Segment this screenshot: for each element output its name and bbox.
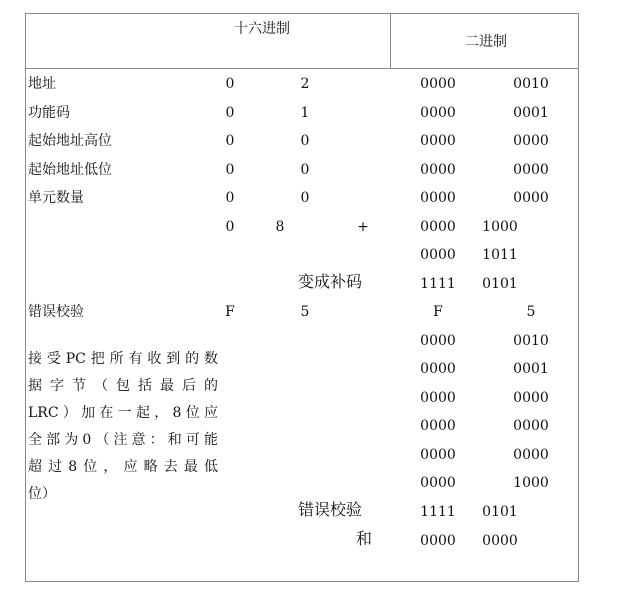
note-line: LRC）加在一起，8位应 xyxy=(28,405,218,421)
hex-high: 0 xyxy=(225,76,235,92)
bin-high: 0000 xyxy=(420,390,456,406)
bin-low: 0001 xyxy=(513,105,549,121)
bin-high: 0000 xyxy=(420,133,456,149)
bin-low: 0010 xyxy=(513,76,549,92)
bin-high: 0000 xyxy=(420,533,456,549)
hex-low: 0 xyxy=(300,162,310,178)
bin-high: F xyxy=(433,304,443,320)
bin-high: 0000 xyxy=(420,475,456,491)
hex-low: 2 xyxy=(300,76,310,92)
bin-low: 5 xyxy=(526,304,536,320)
total-label: 和 xyxy=(356,529,373,548)
row-label: 起始地址高位 xyxy=(28,133,112,149)
bin-high: 0000 xyxy=(420,162,456,178)
bin-low: 0000 xyxy=(482,533,518,549)
header-column-divider xyxy=(390,13,391,69)
bin-high: 0000 xyxy=(420,447,456,463)
hex-low: 8 xyxy=(275,219,285,235)
hex-high: 0 xyxy=(225,133,235,149)
bin-high: 0000 xyxy=(420,219,456,235)
bin-high: 0000 xyxy=(420,418,456,434)
note-line: 接受PC把所有收到的数 xyxy=(28,351,218,367)
note-line: 超过8位，应略去最低 xyxy=(28,459,218,475)
header-hex: 十六进制 xyxy=(234,21,290,37)
bin-low: 0000 xyxy=(513,390,549,406)
bin-high: 1111 xyxy=(420,504,456,520)
bin-low: 0001 xyxy=(513,361,549,377)
hex-low: 0 xyxy=(300,190,310,206)
bin-low: 0101 xyxy=(482,504,518,520)
hex-high: 0 xyxy=(225,190,235,206)
bin-high: 0000 xyxy=(420,247,456,263)
bin-high: 0000 xyxy=(420,190,456,206)
plus-sign: + xyxy=(357,219,369,235)
note-line: 据字节（包括最后的 xyxy=(28,378,218,394)
bin-low: 1000 xyxy=(513,475,549,491)
header-bin: 二进制 xyxy=(465,34,507,50)
bin-low: 0000 xyxy=(513,418,549,434)
row-label: 单元数量 xyxy=(28,190,84,206)
verification-note xyxy=(28,346,218,508)
header-divider xyxy=(25,68,579,69)
bin-low: 1000 xyxy=(482,219,518,235)
complement-label: 变成补码 xyxy=(298,272,363,291)
bin-low: 0000 xyxy=(513,190,549,206)
note-line: 全部为0（注意：和可能 xyxy=(28,432,218,448)
bin-low: 0010 xyxy=(513,333,549,349)
hex-high: 0 xyxy=(225,219,235,235)
hex-low: 5 xyxy=(300,304,310,320)
bin-high: 0000 xyxy=(420,333,456,349)
bin-high: 1111 xyxy=(420,276,456,292)
hex-low: 1 xyxy=(300,105,310,121)
bin-low: 0000 xyxy=(513,133,549,149)
bin-high: 0000 xyxy=(420,76,456,92)
hex-high: 0 xyxy=(225,162,235,178)
note-line: 位） xyxy=(28,486,56,502)
bin-low: 0101 xyxy=(482,276,518,292)
bin-low: 1011 xyxy=(482,247,518,263)
row-label: 地址 xyxy=(28,76,56,92)
row-label: 功能码 xyxy=(28,105,70,121)
bin-low: 0000 xyxy=(513,162,549,178)
hex-low: 0 xyxy=(300,133,310,149)
check-lrc-label: 错误校验 xyxy=(298,500,363,519)
hex-high: F xyxy=(225,304,235,320)
bin-low: 0000 xyxy=(513,447,549,463)
hex-high: 0 xyxy=(225,105,235,121)
bin-high: 0000 xyxy=(420,105,456,121)
row-label: 错误校验 xyxy=(28,304,84,320)
row-label: 起始地址低位 xyxy=(28,162,112,178)
bin-high: 0000 xyxy=(420,361,456,377)
